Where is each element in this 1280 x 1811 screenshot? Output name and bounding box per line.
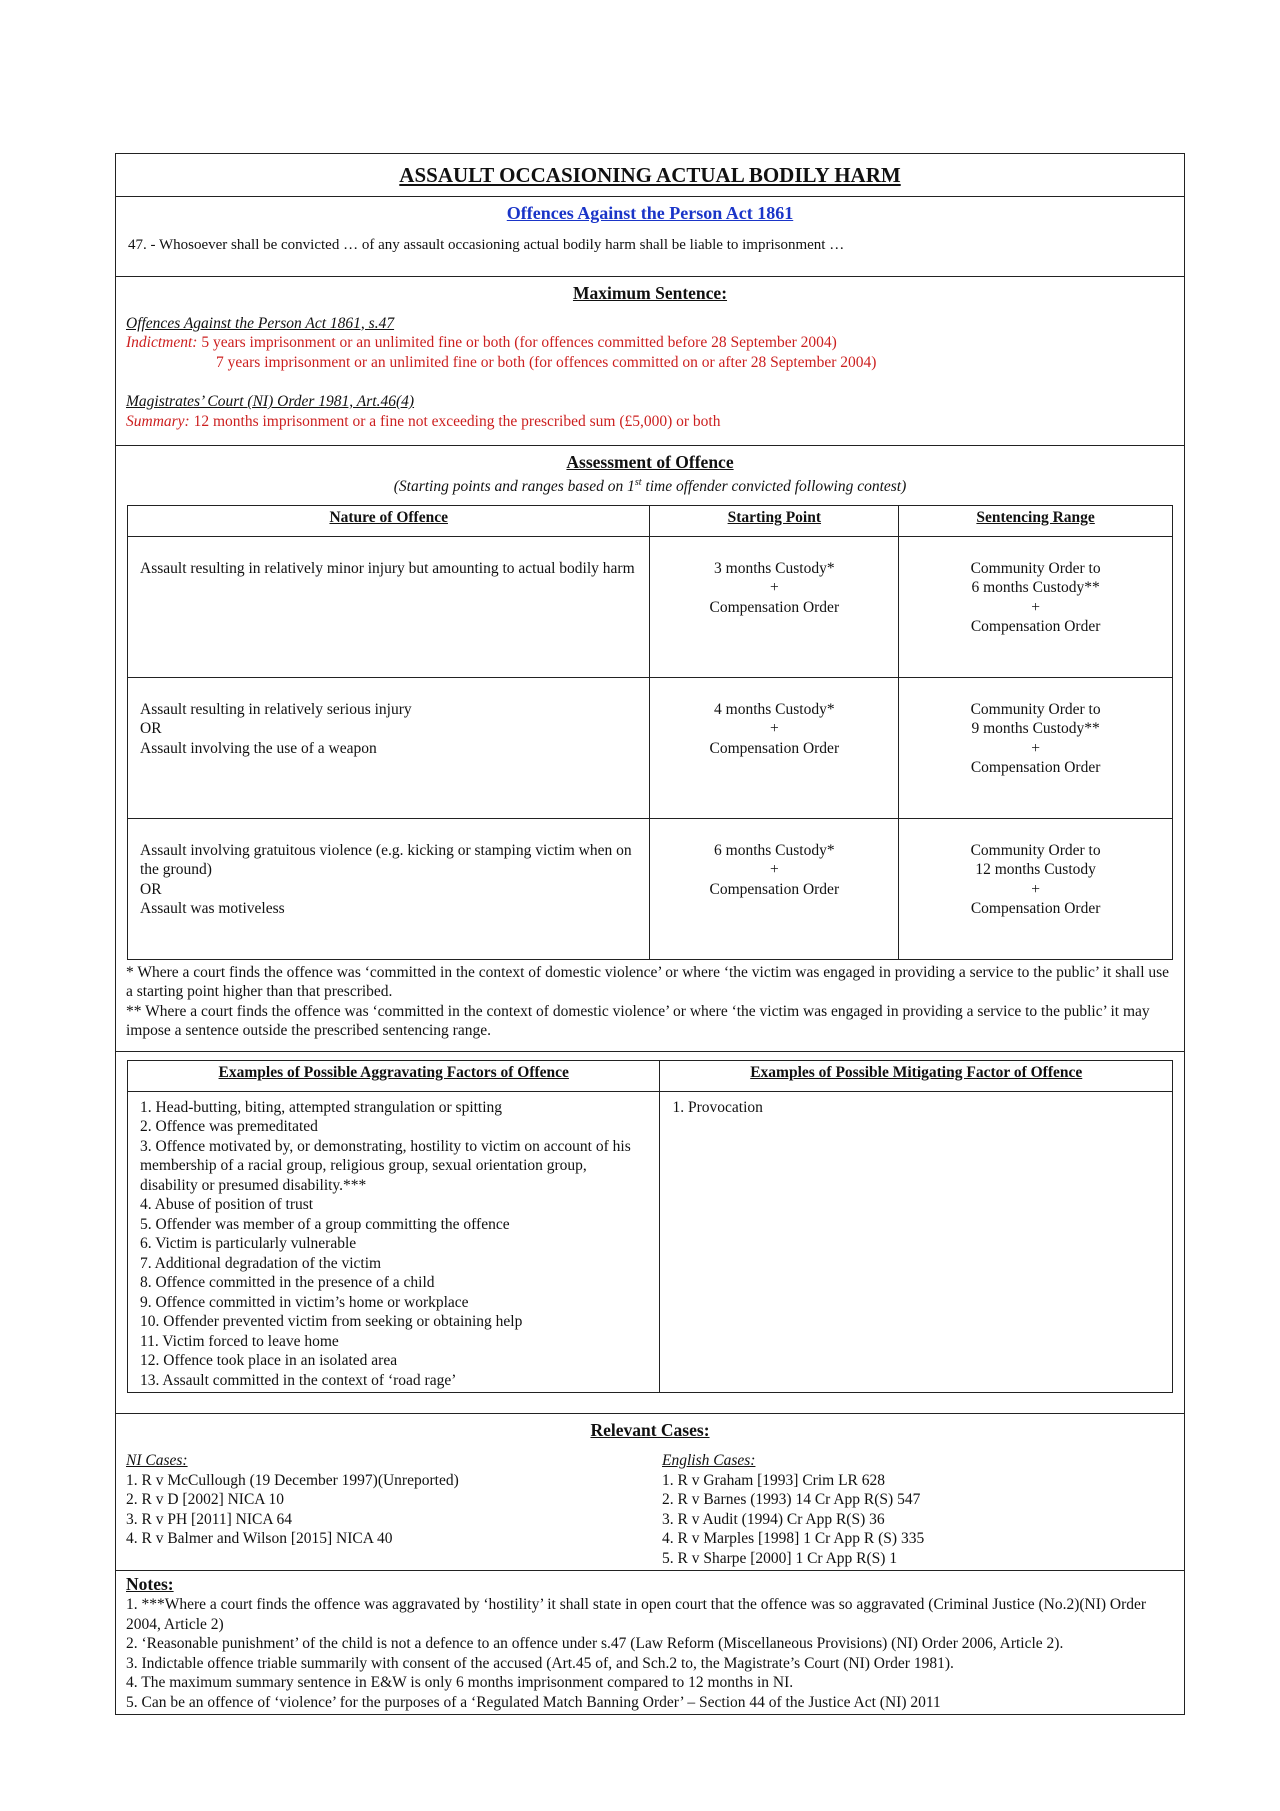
indictment-label: Indictment: xyxy=(126,334,198,351)
notes-section xyxy=(116,1571,1184,1714)
english-case: 5. R v Sharpe [2000] 1 Cr App R(S) 1 xyxy=(662,1549,898,1567)
starting-point-line: Compensation Order xyxy=(709,598,840,616)
aggravating-factor: 2. Offence was premeditated xyxy=(140,1118,318,1136)
max-sentence-section xyxy=(116,277,1184,447)
sentencing-range-line: Community Order to xyxy=(970,559,1101,577)
note-item: 5. Can be an offence of ‘violence’ for the purposes of a ‘Regulated Match Banning Order’ – Section 44 of the Justice Act (NI) 2011 xyxy=(126,1693,941,1711)
english-case: 4. R v Marples [1998] 1 Cr App R (S) 335 xyxy=(662,1530,925,1548)
col-nature: Nature of Offence xyxy=(128,505,650,536)
offence-row xyxy=(128,677,1173,818)
max-sentence-heading: Maximum Sentence: xyxy=(572,282,728,303)
english-case: 1. R v Graham [1993] Crim LR 628 xyxy=(662,1471,886,1489)
summary-label: Summary: xyxy=(126,412,190,430)
ni-cases-list xyxy=(126,1471,662,1549)
indictment-text-1: 5 years imprisonment or an unlimited fine or both (for offences committed before 28 September 2004) xyxy=(201,334,837,351)
aggravating-factor: 10. Offender prevented victim from seeking or obtaining help xyxy=(140,1313,523,1331)
col-sentencing-range: Sentencing Range xyxy=(899,505,1173,536)
starting-point-line: 4 months Custody* xyxy=(714,700,835,718)
act-text: 47. - Whosoever shall be convicted … of any assault occasioning actual bodily harm shall be liable to imprisonment … xyxy=(128,237,845,253)
notes-heading: Notes: xyxy=(126,1574,174,1595)
footnote-single-star: * Where a court finds the offence was ‘committed in the context of domestic violence’ or where ‘the victim was engaged in providing a service to the public’ it shall use a starting point higher than that prescribed. xyxy=(126,963,1170,1001)
note-item: 1. ***Where a court finds the offence was aggravated by ‘hostility’ it shall state in open court that the offence was so aggravated (Criminal Justice (No.2)(NI) Order 2004, Article 2) xyxy=(126,1596,1147,1633)
sentencing-range-line: Community Order to xyxy=(970,700,1101,718)
starting-point xyxy=(650,818,899,959)
starting-point-line: Compensation Order xyxy=(709,880,840,898)
aggravating-factor: 1. Head-butting, biting, attempted strangulation or spitting xyxy=(140,1098,503,1116)
starting-point-line: 6 months Custody* xyxy=(714,841,835,859)
summary-text: 12 months imprisonment or a fine not exceeding the prescribed sum (£5,000) or both xyxy=(193,412,721,430)
sentencing-range-line: 12 months Custody xyxy=(975,861,1096,879)
starting-point-line: + xyxy=(769,720,779,738)
sentencing-range xyxy=(899,818,1173,959)
assessment-heading: Assessment of Offence xyxy=(566,452,734,472)
indictment-line-2: 7 years imprisonment or an unlimited fine or both (for offences committed on or after 28 September 2004) xyxy=(216,353,877,371)
nature-of-offence-line: Assault involving gratuitous violence (e.g. kicking or stamping victim when on the ground) xyxy=(140,841,632,879)
cases-heading: Relevant Cases: xyxy=(590,1420,710,1441)
english-cases-list xyxy=(662,1471,1162,1569)
sentencing-range-line: + xyxy=(1031,739,1040,757)
col-starting-point: Starting Point xyxy=(650,505,899,536)
mitigating-factor: 1. Provocation xyxy=(672,1098,763,1116)
page-title: ASSAULT OCCASIONING ACTUAL BODILY HARM xyxy=(399,163,901,187)
sentencing-range-line: Compensation Order xyxy=(970,759,1101,777)
indictment-line-1 xyxy=(126,333,1174,353)
nature-of-offence xyxy=(128,536,650,677)
sentencing-range-line: Community Order to xyxy=(970,841,1101,859)
nature-of-offence-line: Assault involving the use of a weapon xyxy=(140,739,377,757)
nature-of-offence-line: Assault resulting in relatively serious injury xyxy=(140,700,412,718)
mitigating-heading: Examples of Possible Mitigating Factor of Offence xyxy=(660,1060,1173,1091)
starting-point-line: 3 months Custody* xyxy=(714,559,835,577)
ni-cases xyxy=(126,1451,662,1568)
nature-of-offence-line: Assault was motiveless xyxy=(140,900,285,918)
starting-point-line: + xyxy=(769,861,779,879)
aggravating-list xyxy=(140,1098,647,1391)
order-reference: Magistrates’ Court (NI) Order 1981, Art.46(4) xyxy=(126,393,415,410)
ni-case: 1. R v McCullough (19 December 1997)(Unreported) xyxy=(126,1471,459,1489)
starting-point xyxy=(650,677,899,818)
aggravating-factor: 11. Victim forced to leave home xyxy=(140,1332,339,1350)
guideline-sheet xyxy=(115,153,1185,1715)
note-item: 2. ‘Reasonable punishment’ of the child is not a defence to an offence under s.47 (Law Reform (Miscellaneous Provisions) (NI) Order 2006, Article 2). xyxy=(126,1635,1064,1653)
sentencing-range-line: 6 months Custody** xyxy=(971,579,1100,597)
notes-list xyxy=(126,1595,1174,1712)
sentencing-range-line: + xyxy=(1031,598,1040,616)
cases-section xyxy=(116,1414,1184,1571)
aggravating-factor: 9. Offence committed in victim’s home or workplace xyxy=(140,1293,469,1311)
sentencing-range xyxy=(899,536,1173,677)
note-item: 3. Indictable offence triable summarily with consent of the accused (Art.45 of, and Sch.2 to, the Magistrate’s Court (NI) Order 1981). xyxy=(126,1654,954,1672)
aggravating-factor: 8. Offence committed in the presence of a child xyxy=(140,1274,435,1292)
starting-point-line: Compensation Order xyxy=(709,739,840,757)
english-case: 3. R v Audit (1994) Cr App R(S) 36 xyxy=(662,1510,885,1528)
ni-case: 3. R v PH [2011] NICA 64 xyxy=(126,1510,293,1528)
summary-line xyxy=(126,412,1174,432)
aggravating-factor: 7. Additional degradation of the victim xyxy=(140,1254,382,1272)
offence-row xyxy=(128,536,1173,677)
ni-case: 2. R v D [2002] NICA 10 xyxy=(126,1491,285,1509)
act-section xyxy=(116,197,1184,277)
starting-point-line: + xyxy=(769,579,779,597)
aggravating-factor: 13. Assault committed in the context of ‘road rage’ xyxy=(140,1371,457,1389)
aggravating-factor: 3. Offence motivated by, or demonstrating, hostility to victim on account of his membership of a racial group, religious group, sexual orientation group, disability or presumed disability.*** xyxy=(140,1137,631,1194)
assessment-subtitle: (Starting points and ranges based on 1st time offender convicted following contest) xyxy=(393,477,907,496)
note-item: 4. The maximum summary sentence in E&W is only 6 months imprisonment compared to 12 months in NI. xyxy=(126,1674,794,1692)
nature-of-offence xyxy=(128,677,650,818)
offence-row xyxy=(128,818,1173,959)
ni-cases-heading: NI Cases: xyxy=(126,1452,188,1470)
assessment-section xyxy=(116,446,1184,1052)
english-cases xyxy=(662,1451,1162,1568)
nature-of-offence-line: OR xyxy=(140,880,162,898)
title-section xyxy=(116,154,1184,197)
nature-of-offence-line: OR xyxy=(140,720,162,738)
english-cases-heading: English Cases: xyxy=(662,1452,756,1470)
assessment-footnotes xyxy=(116,960,1184,1051)
aggravating-list-cell xyxy=(128,1091,660,1393)
act-link[interactable]: Offences Against the Person Act 1861 xyxy=(506,203,794,223)
act-reference: Offences Against the Person Act 1861, s.47 xyxy=(126,314,395,332)
starting-point xyxy=(650,536,899,677)
mitigating-list-cell xyxy=(660,1091,1173,1393)
ni-case: 4. R v Balmer and Wilson [2015] NICA 40 xyxy=(126,1530,393,1548)
sentencing-range-line: 9 months Custody** xyxy=(971,720,1100,738)
aggravating-factor: 4. Abuse of position of trust xyxy=(140,1196,314,1214)
aggravating-heading: Examples of Possible Aggravating Factors of Offence xyxy=(128,1060,660,1091)
sentencing-range-line: Compensation Order xyxy=(970,618,1101,636)
nature-of-offence xyxy=(128,818,650,959)
nature-of-offence-line: Assault resulting in relatively minor injury but amounting to actual bodily harm xyxy=(140,559,635,577)
footnote-double-star: ** Where a court finds the offence was ‘committed in the context of domestic violence’ or where ‘the victim was engaged in providing a service to the public’ it may impose a sentence outside the prescribed sentencing range. xyxy=(126,1002,1150,1040)
sentencing-range xyxy=(899,677,1173,818)
english-case: 2. R v Barnes (1993) 14 Cr App R(S) 547 xyxy=(662,1491,921,1509)
aggravating-factor: 5. Offender was member of a group committing the offence xyxy=(140,1215,510,1233)
assessment-table xyxy=(127,505,1173,960)
sentencing-range-line: + xyxy=(1031,880,1040,898)
mitigating-list xyxy=(672,1098,1160,1118)
aggravating-factor: 12. Offence took place in an isolated area xyxy=(140,1352,398,1370)
aggravating-factor: 6. Victim is particularly vulnerable xyxy=(140,1235,357,1253)
factors-table xyxy=(127,1060,1173,1394)
sentencing-range-line: Compensation Order xyxy=(970,900,1101,918)
factors-section xyxy=(116,1060,1184,1415)
